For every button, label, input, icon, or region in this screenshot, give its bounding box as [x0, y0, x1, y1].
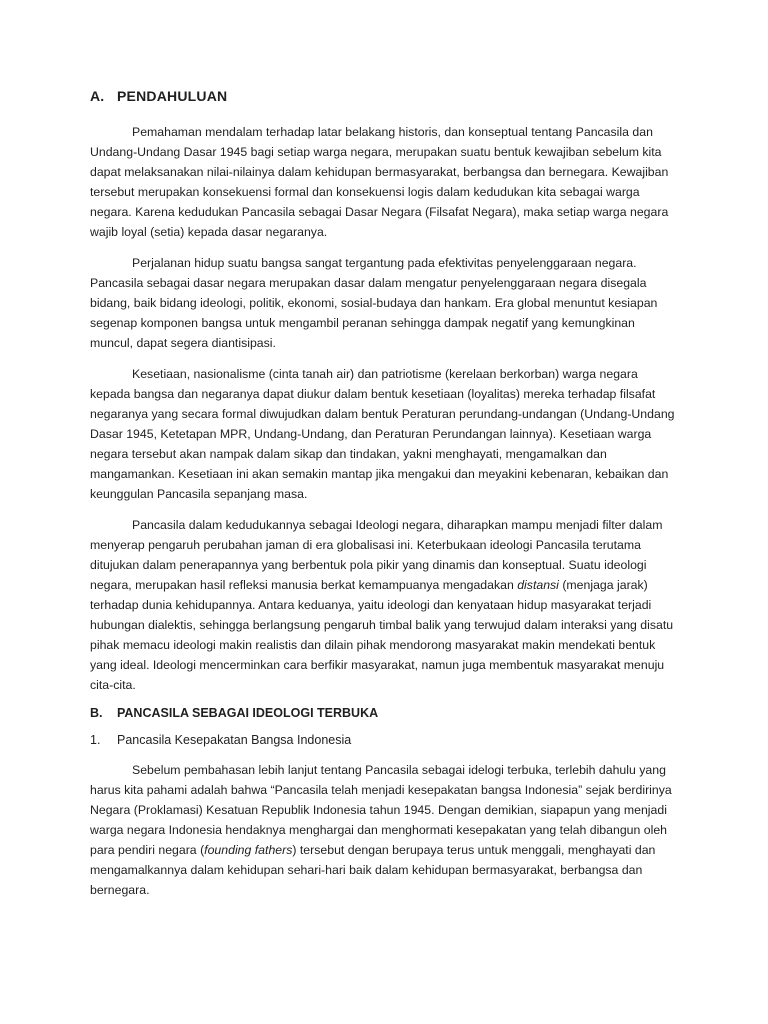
paragraph-4-text-b: (menjaga jarak) terhadap dunia kehidupannya. Antara keduanya, yaitu ideologi dan kenyataan hidup masyarakat terjadi hubungan dialektis, sehingga berlangsung pengaruh timbal balik yang terwujud dalam interaksi yang disatu pihak memacu ideologi makin realistis dan dilain pihak mendorong masyarakat makin mendekati bentuk yang ideal. Ideologi mencerminkan cara berfikir masyarakat, namun juga membentuk masyarakat menuju cita-cita. [90, 578, 674, 692]
paragraph-5-text-b: ) tersebut dengan berupaya terus untuk menggali, menghayati dan mengamalkannya dalam kehidupan sehari-hari baik dalam kehidupan bermasyarakat, berbangsa dan bernegara. [90, 843, 656, 897]
paragraph-5-italic: founding fathers [204, 843, 293, 857]
paragraph-5 [90, 760, 680, 900]
document-page [90, 88, 680, 911]
paragraph-4 [90, 515, 680, 695]
paragraph-3: Kesetiaan, nasionalisme (cinta tanah air) dan patriotisme (kerelaan berkorban) warga negara kepada bangsa dan negaranya dapat diukur dalam bentuk kesetiaan (loyalitas) mereka terhadap filsafat negaranya yang secara formal diwujudkan dalam bentuk Peraturan perundang-undangan (Undang-Undang Dasar 1945, Ketetapan MPR, Undang-Undang, dan Peraturan Perundangan lainnya). Kesetiaan warga negara tersebut akan nampak dalam sikap dan tindakan, yakni menghayati, mengamalkan dan mangamankan. Kesetiaan ini akan semakin mantap jika mengakui dan meyakini kebenaran, kebaikan dan keunggulan Pancasila sepanjang masa. [90, 367, 675, 501]
paragraph-4-italic: distansi [517, 578, 559, 592]
paragraph-2: Perjalanan hidup suatu bangsa sangat tergantung pada efektivitas penyelenggaraan negara. Pancasila sebagai dasar negara merupakan dasar dalam mengatur penyelenggaraan negara disegala bidang, baik bidang ideologi, politik, ekonomi, sosial-budaya dan hankam. Era global menuntut kesiapan segenap komponen bangsa untuk mengambil peranan sehingga dampak negatif yang kemungkinan muncul, dapat segera diantisipasi. [90, 256, 658, 350]
subsection-1-heading [90, 733, 680, 747]
paragraph-1: Pemahaman mendalam terhadap latar belakang historis, dan konseptual tentang Pancasila dan Undang-Undang Dasar 1945 bagi setiap warga negara, merupakan suatu bentuk kewajiban sebelum kita dapat melaksanakan nilai-nilainya dalam kehidupan bermasyarakat, berbangsa dan bernegara. Kewajiban tersebut merupakan konsekuensi formal dan konsekuensi logis dalam kedudukan kita sebagai warga negara. Karena kedudukan Pancasila sebagai Dasar Negara (Filsafat Negara), maka setiap warga negara wajib loyal (setia) kepada dasar negaranya. [90, 125, 669, 239]
subsection-1-title: Pancasila Kesepakatan Bangsa Indonesia [117, 733, 352, 747]
section-b-title: PANCASILA SEBAGAI IDEOLOGI TERBUKA [117, 706, 379, 720]
section-b-number: B. [90, 706, 103, 720]
section-a-heading [90, 88, 680, 104]
section-b-heading [90, 706, 680, 720]
paragraph-5-text-a: Sebelum pembahasan lebih lanjut tentang Pancasila sebagai idelogi terbuka, terlebih dahulu yang harus kita pahami adalah bahwa “Pancasila telah menjadi kesepakatan bangsa Indonesia” sejak berdirinya Negara (Proklamasi) Kesatuan Republik Indonesia tahun 1945. Dengan demikian, siapapun yang menjadi warga negara Indonesia hendaknya menghargai dan menghormati kesepakatan yang telah dibangun oleh para pendiri negara ( [90, 763, 672, 857]
section-a-title: PENDAHULUAN [117, 88, 228, 104]
paragraph-4-text-a: Pancasila dalam kedudukannya sebagai Ideologi negara, diharapkan mampu menjadi filter dalam menyerap pengaruh perubahan jaman di era globalisasi ini. Keterbukaan ideologi Pancasila terutama ditujukan dalam penerapannya yang berbentuk pola pikir yang dinamis dan konseptual. Suatu ideologi negara, merupakan hasil refleksi manusia berkat kemampuanya mengadakan [90, 518, 663, 592]
section-a-number: A. [90, 88, 105, 104]
subsection-1-number: 1. [90, 733, 101, 747]
